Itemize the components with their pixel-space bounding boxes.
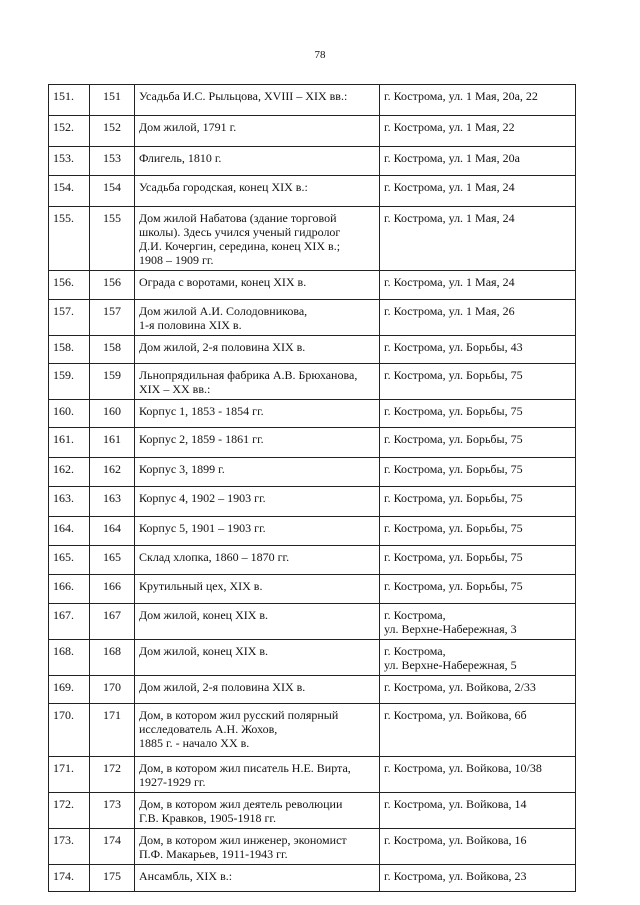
object-name-cell: Дом жилой, конец XIX в. bbox=[135, 604, 380, 640]
object-name-cell: Дом жилой А.И. Солодовникова, 1-я половина XIX в. bbox=[135, 300, 380, 336]
table-row bbox=[49, 364, 576, 400]
table-row bbox=[49, 640, 576, 676]
object-name-cell: Дом, в котором жил инженер, экономист П.Ф. Макарьев, 1911-1943 гг. bbox=[135, 829, 380, 865]
row-number-cell: 161. bbox=[49, 428, 90, 458]
address-cell: г. Кострома, ул. Борьбы, 75 bbox=[380, 487, 576, 517]
heritage-register-table bbox=[48, 84, 576, 892]
object-name-cell: Ограда с воротами, конец XIX в. bbox=[135, 271, 380, 300]
object-name-cell: Дом жилой, 2-я половина XIX в. bbox=[135, 336, 380, 364]
table-row bbox=[49, 604, 576, 640]
register-number-cell: 160 bbox=[90, 400, 135, 428]
address-cell: г. Кострома, ул. 1 Мая, 24 bbox=[380, 271, 576, 300]
table-row bbox=[49, 676, 576, 704]
address-cell: г. Кострома, ул. Войкова, 23 bbox=[380, 865, 576, 892]
table-row bbox=[49, 85, 576, 116]
register-number-cell: 157 bbox=[90, 300, 135, 336]
table-row bbox=[49, 487, 576, 517]
object-name-cell: Льнопрядильная фабрика А.В. Брюханова, XIX – XX вв.: bbox=[135, 364, 380, 400]
object-name-cell: Дом, в котором жил деятель революции Г.В. Кравков, 1905-1918 гг. bbox=[135, 793, 380, 829]
register-number-cell: 172 bbox=[90, 757, 135, 793]
register-number-cell: 151 bbox=[90, 85, 135, 116]
address-cell: г. Кострома, ул. Верхне-Набережная, 3 bbox=[380, 604, 576, 640]
address-cell: г. Кострома, ул. 1 Мая, 24 bbox=[380, 207, 576, 271]
register-number-cell: 164 bbox=[90, 517, 135, 546]
register-number-cell: 155 bbox=[90, 207, 135, 271]
address-cell: г. Кострома, ул. Борьбы, 75 bbox=[380, 400, 576, 428]
register-number-cell: 171 bbox=[90, 704, 135, 757]
address-cell: г. Кострома, ул. Борьбы, 75 bbox=[380, 458, 576, 487]
object-name-cell: Дом жилой, 1791 г. bbox=[135, 116, 380, 147]
table-row bbox=[49, 865, 576, 892]
address-cell: г. Кострома, ул. Борьбы, 75 bbox=[380, 546, 576, 575]
object-name-cell: Дом, в котором жил русский полярный исследователь А.Н. Жохов, 1885 г. - начало XX в. bbox=[135, 704, 380, 757]
row-number-cell: 151. bbox=[49, 85, 90, 116]
row-number-cell: 169. bbox=[49, 676, 90, 704]
register-number-cell: 167 bbox=[90, 604, 135, 640]
register-number-cell: 168 bbox=[90, 640, 135, 676]
object-name-cell: Усадьба городская, конец XIX в.: bbox=[135, 176, 380, 207]
register-number-cell: 166 bbox=[90, 575, 135, 604]
row-number-cell: 164. bbox=[49, 517, 90, 546]
table-row bbox=[49, 300, 576, 336]
object-name-cell: Дом, в котором жил писатель Н.Е. Вирта, 1927-1929 гг. bbox=[135, 757, 380, 793]
table-row bbox=[49, 829, 576, 865]
row-number-cell: 168. bbox=[49, 640, 90, 676]
row-number-cell: 155. bbox=[49, 207, 90, 271]
table-row bbox=[49, 458, 576, 487]
table-row bbox=[49, 336, 576, 364]
row-number-cell: 172. bbox=[49, 793, 90, 829]
register-number-cell: 174 bbox=[90, 829, 135, 865]
register-number-cell: 152 bbox=[90, 116, 135, 147]
register-number-cell: 173 bbox=[90, 793, 135, 829]
register-number-cell: 153 bbox=[90, 147, 135, 176]
object-name-cell: Корпус 5, 1901 – 1903 гг. bbox=[135, 517, 380, 546]
address-cell: г. Кострома, ул. 1 Мая, 22 bbox=[380, 116, 576, 147]
object-name-cell: Корпус 4, 1902 – 1903 гг. bbox=[135, 487, 380, 517]
register-number-cell: 162 bbox=[90, 458, 135, 487]
row-number-cell: 152. bbox=[49, 116, 90, 147]
object-name-cell: Корпус 1, 1853 - 1854 гг. bbox=[135, 400, 380, 428]
register-number-cell: 163 bbox=[90, 487, 135, 517]
object-name-cell: Дом жилой, конец XIX в. bbox=[135, 640, 380, 676]
row-number-cell: 157. bbox=[49, 300, 90, 336]
address-cell: г. Кострома, ул. Войкова, 16 bbox=[380, 829, 576, 865]
row-number-cell: 160. bbox=[49, 400, 90, 428]
register-number-cell: 156 bbox=[90, 271, 135, 300]
address-cell: г. Кострома, ул. 1 Мая, 20а bbox=[380, 147, 576, 176]
address-cell: г. Кострома, ул. Борьбы, 75 bbox=[380, 575, 576, 604]
address-cell: г. Кострома, ул. Борьбы, 75 bbox=[380, 428, 576, 458]
address-cell: г. Кострома, ул. 1 Мая, 24 bbox=[380, 176, 576, 207]
table-row bbox=[49, 757, 576, 793]
table-row bbox=[49, 428, 576, 458]
register-number-cell: 154 bbox=[90, 176, 135, 207]
table-row bbox=[49, 116, 576, 147]
object-name-cell: Корпус 2, 1859 - 1861 гг. bbox=[135, 428, 380, 458]
object-name-cell: Корпус 3, 1899 г. bbox=[135, 458, 380, 487]
object-name-cell: Ансамбль, XIX в.: bbox=[135, 865, 380, 892]
address-cell: г. Кострома, ул. Борьбы, 75 bbox=[380, 517, 576, 546]
row-number-cell: 162. bbox=[49, 458, 90, 487]
table-row bbox=[49, 546, 576, 575]
object-name-cell: Склад хлопка, 1860 – 1870 гг. bbox=[135, 546, 380, 575]
table-row bbox=[49, 147, 576, 176]
address-cell: г. Кострома, ул. Войкова, 10/38 bbox=[380, 757, 576, 793]
row-number-cell: 158. bbox=[49, 336, 90, 364]
address-cell: г. Кострома, ул. Войкова, 6б bbox=[380, 704, 576, 757]
row-number-cell: 167. bbox=[49, 604, 90, 640]
row-number-cell: 156. bbox=[49, 271, 90, 300]
object-name-cell: Флигель, 1810 г. bbox=[135, 147, 380, 176]
table-row bbox=[49, 400, 576, 428]
object-name-cell: Дом жилой Набатова (здание торговой школы). Здесь учился ученый гидролог Д.И. Кочергин, середина, конец XIX в.; 1908 – 1909 гг. bbox=[135, 207, 380, 271]
register-number-cell: 159 bbox=[90, 364, 135, 400]
row-number-cell: 163. bbox=[49, 487, 90, 517]
table-row bbox=[49, 207, 576, 271]
address-cell: г. Кострома, ул. 1 Мая, 26 bbox=[380, 300, 576, 336]
register-number-cell: 175 bbox=[90, 865, 135, 892]
address-cell: г. Кострома, ул. Войкова, 14 bbox=[380, 793, 576, 829]
table-row bbox=[49, 575, 576, 604]
table-row bbox=[49, 704, 576, 757]
register-number-cell: 158 bbox=[90, 336, 135, 364]
row-number-cell: 170. bbox=[49, 704, 90, 757]
row-number-cell: 159. bbox=[49, 364, 90, 400]
table-body bbox=[49, 85, 576, 892]
page-number: 78 bbox=[314, 49, 326, 61]
address-cell: г. Кострома, ул. 1 Мая, 20а, 22 bbox=[380, 85, 576, 116]
register-number-cell: 170 bbox=[90, 676, 135, 704]
address-cell: г. Кострома, ул. Борьбы, 43 bbox=[380, 336, 576, 364]
row-number-cell: 166. bbox=[49, 575, 90, 604]
address-cell: г. Кострома, ул. Верхне-Набережная, 5 bbox=[380, 640, 576, 676]
object-name-cell: Крутильный цех, XIX в. bbox=[135, 575, 380, 604]
object-name-cell: Усадьба И.С. Рыльцова, XVIII – XIX вв.: bbox=[135, 85, 380, 116]
address-cell: г. Кострома, ул. Войкова, 2/33 bbox=[380, 676, 576, 704]
address-cell: г. Кострома, ул. Борьбы, 75 bbox=[380, 364, 576, 400]
row-number-cell: 153. bbox=[49, 147, 90, 176]
row-number-cell: 154. bbox=[49, 176, 90, 207]
register-number-cell: 161 bbox=[90, 428, 135, 458]
row-number-cell: 174. bbox=[49, 865, 90, 892]
table-row bbox=[49, 176, 576, 207]
register-number-cell: 165 bbox=[90, 546, 135, 575]
row-number-cell: 173. bbox=[49, 829, 90, 865]
table-row bbox=[49, 517, 576, 546]
row-number-cell: 171. bbox=[49, 757, 90, 793]
table-row bbox=[49, 271, 576, 300]
row-number-cell: 165. bbox=[49, 546, 90, 575]
table-row bbox=[49, 793, 576, 829]
object-name-cell: Дом жилой, 2-я половина XIX в. bbox=[135, 676, 380, 704]
